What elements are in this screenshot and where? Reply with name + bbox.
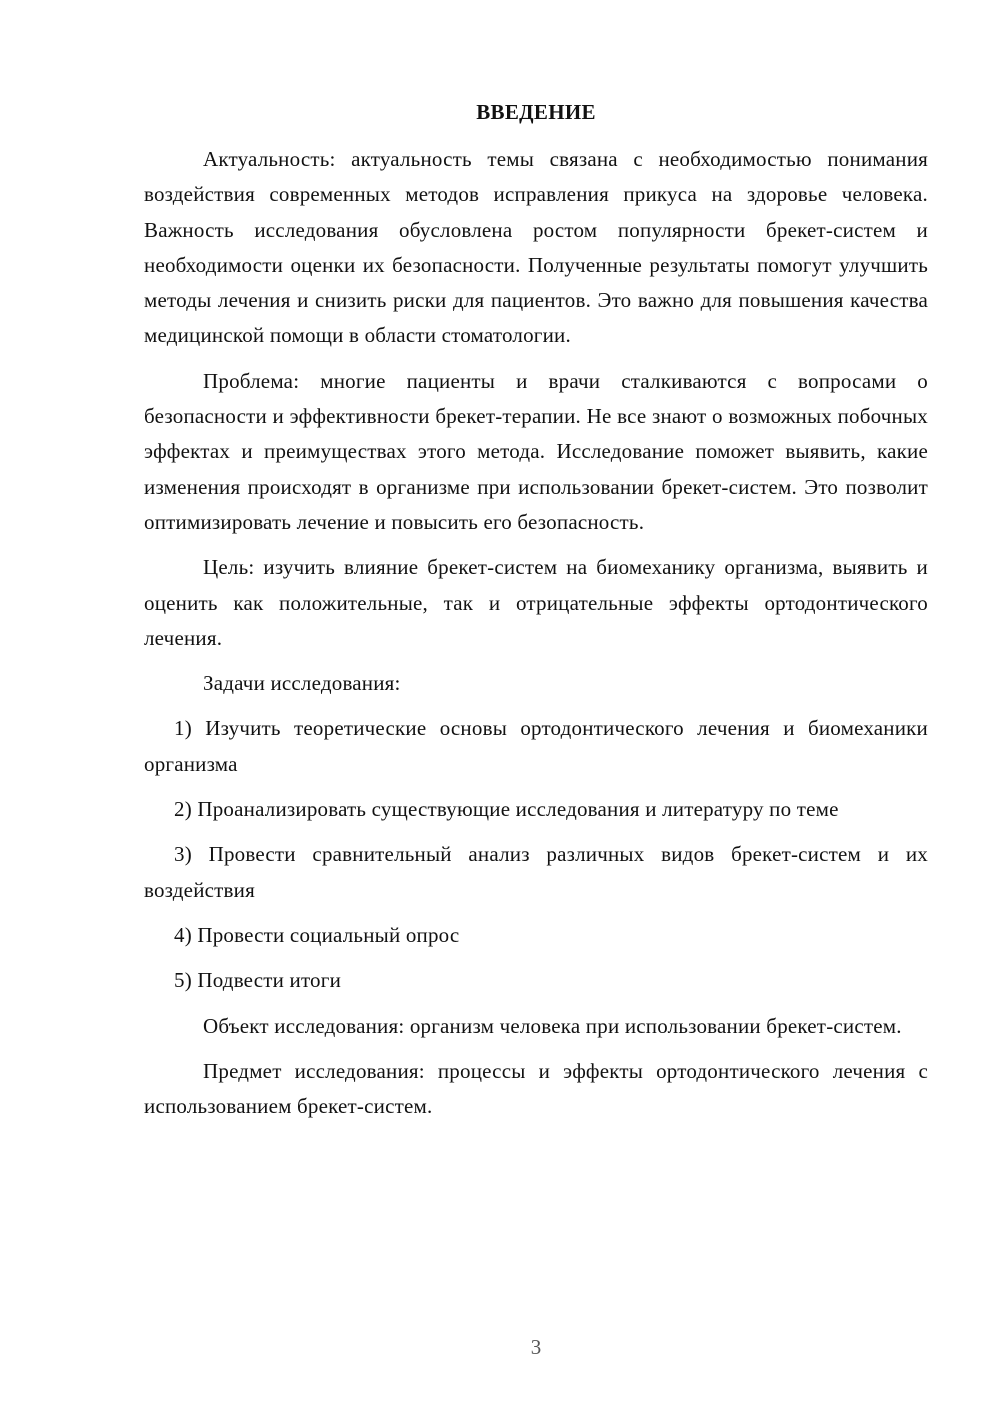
document-page (144, 0, 928, 1414)
tasks-heading: Задачи исследования: (203, 671, 401, 696)
subject-paragraph: Предмет исследования: процессы и эффекты ортодонтического лечения с использованием брекет-систем. (144, 1058, 928, 1119)
problem-paragraph: Проблема: многие пациенты и врачи сталкиваются с вопросами о безопасности и эффективности брекет-терапии. Не все знают о возможных побочных эффектах и преимуществах этого метода. Исследование поможет выявить, какие изменения происходят в организме при использовании брекет-систем. Это позволит оптимизировать лечение и повысить его безопасность. (144, 368, 928, 534)
task-item: 2) Проанализировать существующие исследования и литературу по теме (174, 797, 839, 822)
task-item: 5) Подвести итоги (174, 968, 342, 993)
document-body (144, 142, 928, 1134)
page-number: 3 (530, 1335, 542, 1359)
task-item: 4) Провести социальный опрос (174, 922, 460, 947)
task-item: 3) Провести сравнительный анализ различных видов брекет-систем и их воздействия (144, 842, 928, 902)
goal-paragraph: Цель: изучить влияние брекет-систем на биомеханику организма, выявить и оценить как положительные, так и отрицательные эффекты ортодонтического лечения. (144, 555, 928, 650)
page-title: ВВЕДЕНИЕ (476, 100, 596, 124)
object-paragraph: Объект исследования: организм человека при использовании брекет-систем. (203, 1013, 902, 1038)
task-item: 1) Изучить теоретические основы ортодонтического лечения и биомеханики организма (144, 716, 928, 776)
relevance-paragraph: Актуальность: актуальность темы связана с необходимостью понимания воздействия современных методов исправления прикуса на здоровье человека. Важность исследования обусловлена ростом популярности брекет-систем и необходимости оценки их безопасности. Полученные результаты помогут улучшить методы лечения и снизить риски для пациентов. Это важно для повышения качества медицинской помощи в области стоматологии. (144, 147, 928, 348)
